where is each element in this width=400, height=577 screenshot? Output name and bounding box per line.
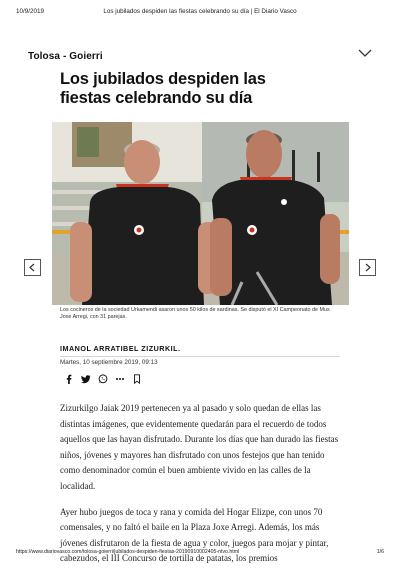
twitter-icon[interactable] (81, 371, 91, 381)
print-header (16, 8, 384, 20)
print-document-title: Los jubilados despiden las fiestas celebrando su día | El Diario Vasco (103, 8, 297, 15)
byline-divider (60, 356, 340, 357)
gallery-prev-button[interactable] (24, 259, 41, 276)
section-bar (28, 46, 372, 62)
share-bar (64, 371, 142, 381)
print-footer (16, 549, 384, 559)
print-url: https://www.diariovasco.com/tolosa-goierri/jubilados-despiden-fiestas-20190910002405-ntvo.html (16, 549, 240, 555)
more-icon[interactable] (115, 371, 125, 381)
chevron-down-icon[interactable] (358, 46, 372, 58)
article-paragraph: Zizurkilgo Jaiak 2019 pertenecen ya al pasado y solo quedan de ellas las distintas imágenes, que evidentemente quedarán para el recuerdo de todos aquellos que las hayan disfrutado. Durante los días que han durado las fiestas niños, jóvenes y mayores han disfrutado con unos festejos que han tenido como denominador común el buen ambiente vivido en las calles de la localidad. (60, 403, 339, 491)
gallery-next-button[interactable] (359, 259, 376, 276)
article-photo (52, 122, 349, 305)
bookmark-icon[interactable] (132, 371, 142, 381)
whatsapp-icon[interactable] (98, 371, 108, 381)
article-headline: Los jubilados despiden las fiestas celebrando su día (60, 70, 266, 107)
section-link[interactable]: Tolosa - Goierri (28, 51, 103, 62)
print-page-number: 1/6 (376, 549, 384, 555)
photo-caption: Los cocineros de la sociedad Urkamendi asaron unos 50 kilos de sardinas. Se disputó el XI Campeonato de Mus Joxe Arregi, con 31 parejas. (60, 307, 330, 321)
facebook-icon[interactable] (64, 371, 74, 381)
byline (60, 344, 340, 366)
print-date: 10/9/2019 (16, 8, 45, 15)
publish-date: Martes, 10 septiembre 2019, 09:13 (60, 359, 158, 366)
chevron-right-icon (363, 263, 372, 272)
chevron-left-icon (28, 263, 37, 272)
author-name: IMANOL ARRATIBEL ZIZURKIL. (60, 344, 181, 353)
article-paragraph: Ayer hubo juegos de toca y rana y comida del Hogar Elizpe, con unos 70 comensales, y no faltó el baile en la Plaza Joxe Arregi. Además, los más jóvenes disfrutaron de la fiesta de agua y color, juegos para mojar y pintar, cabezudos, el III Concurso de tortilla de patatas, los premios (60, 506, 329, 564)
